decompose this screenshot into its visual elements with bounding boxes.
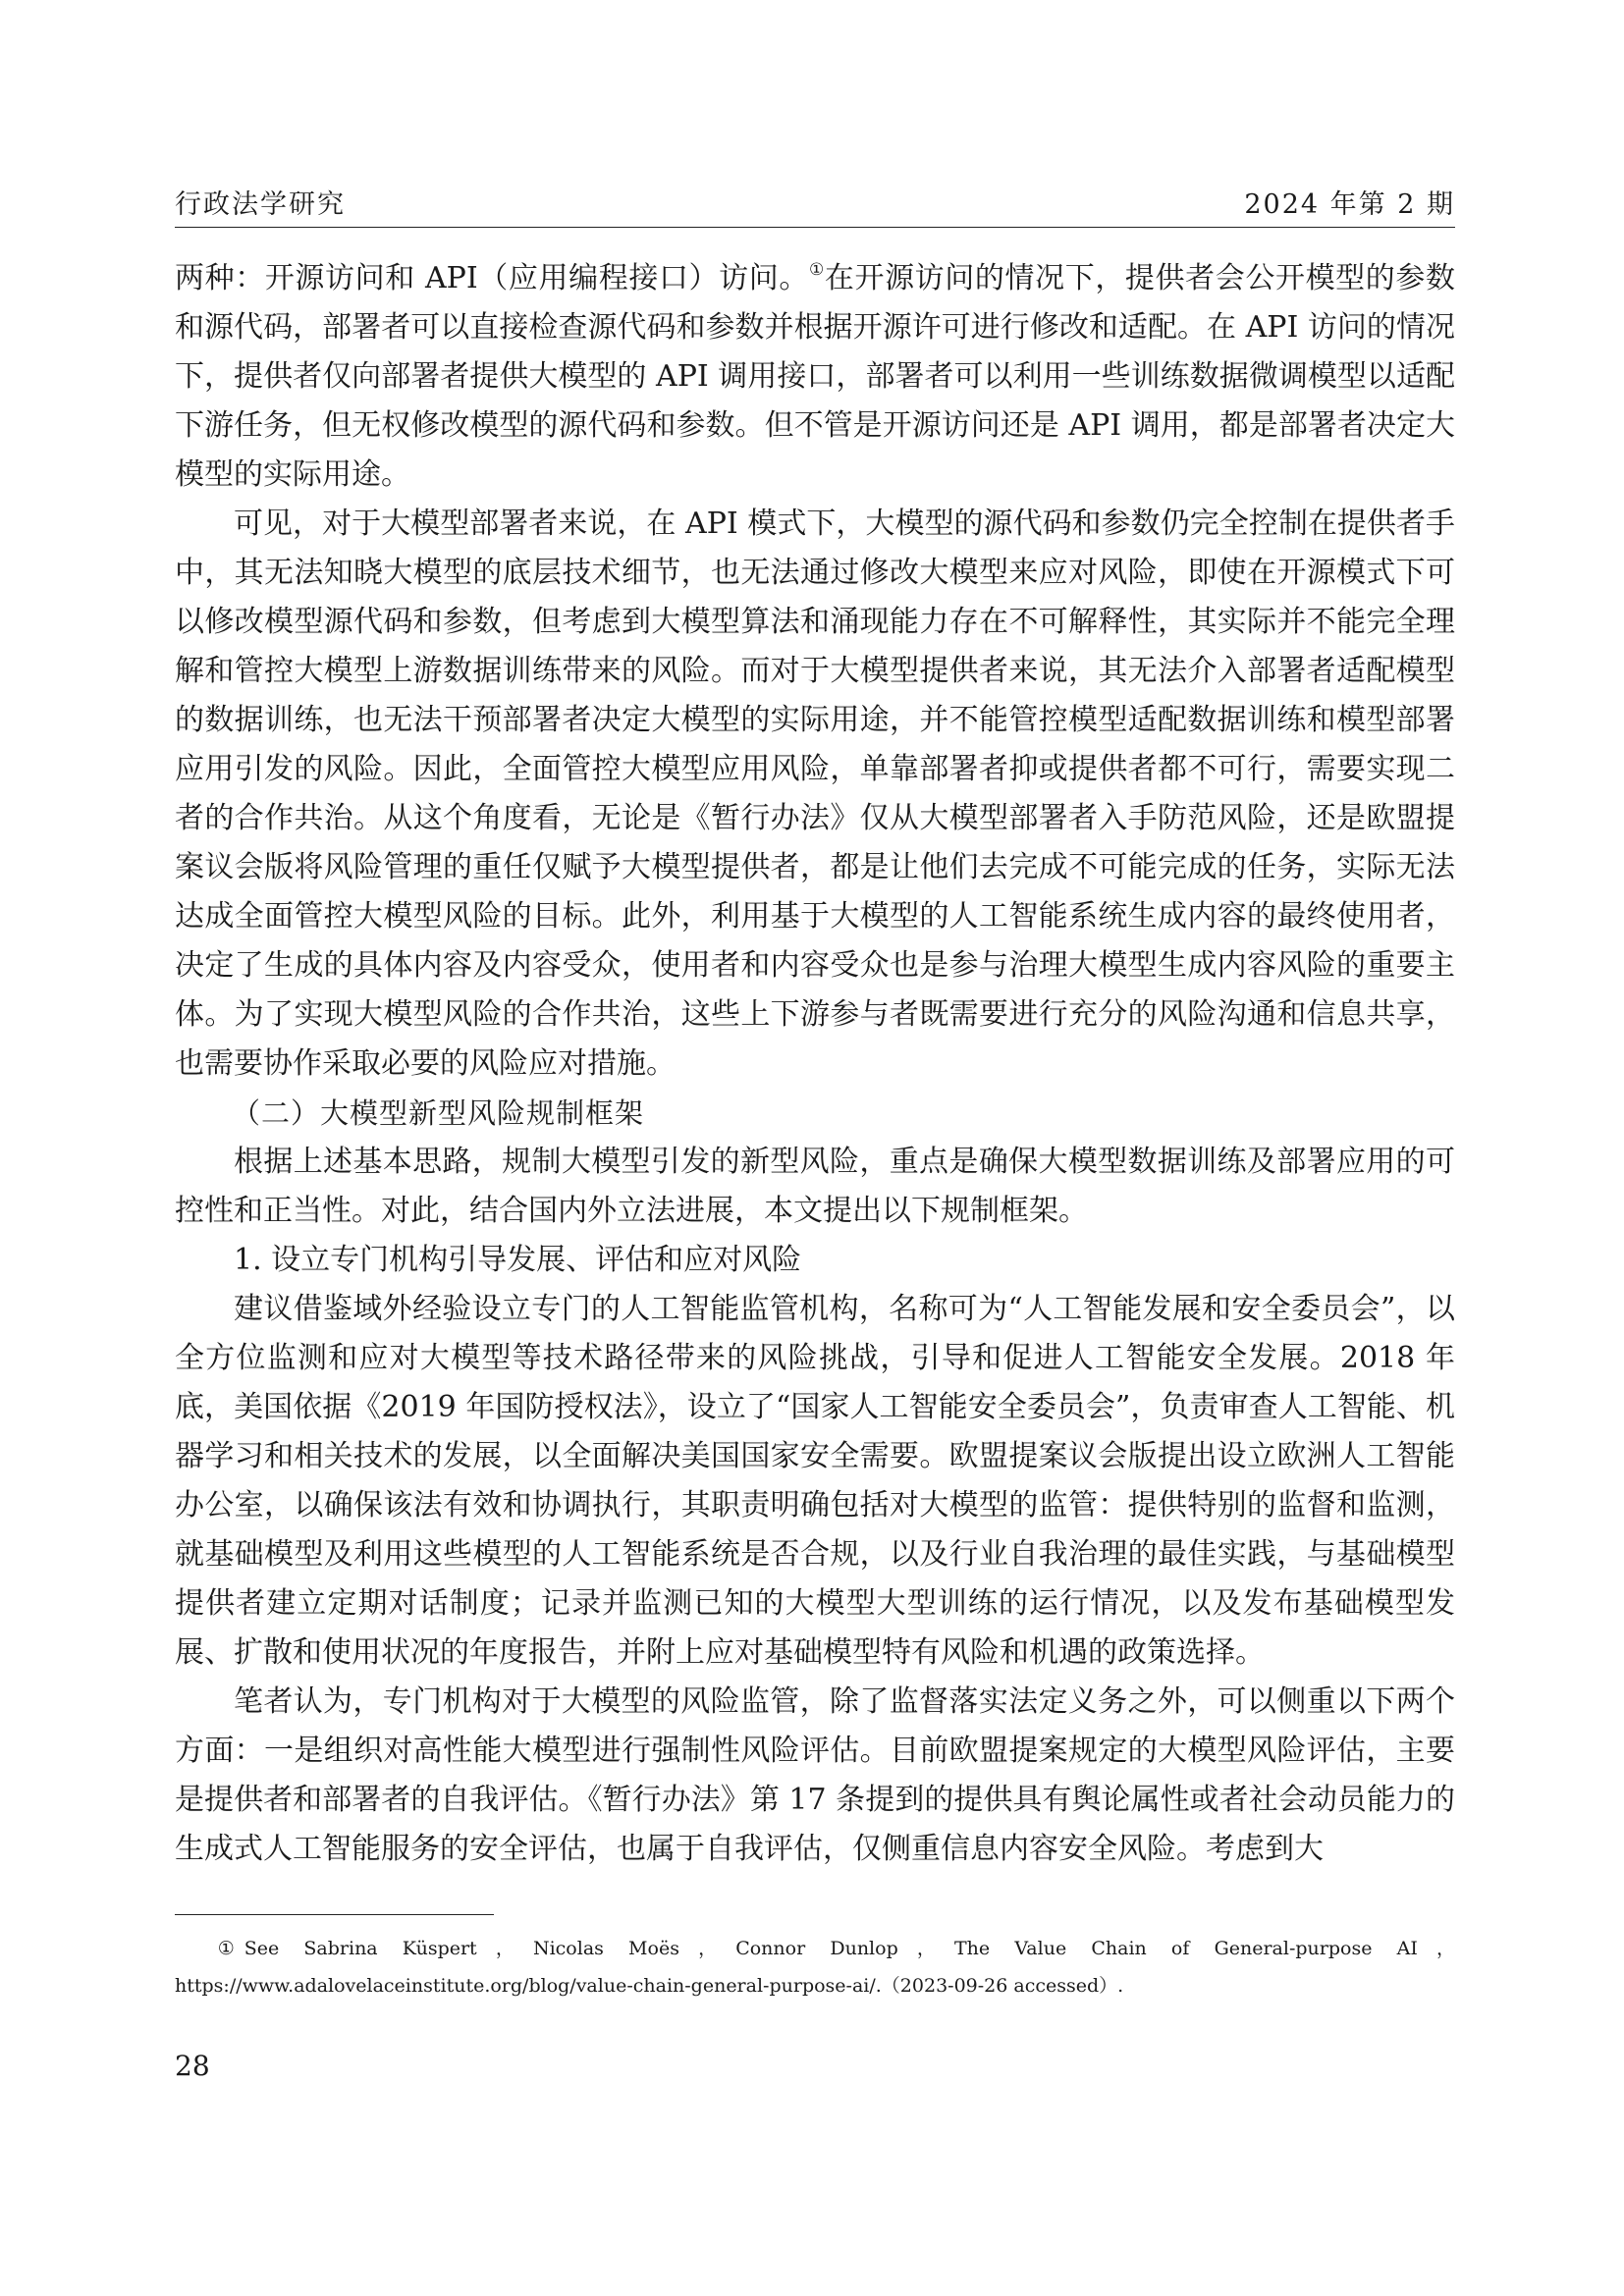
footnote-text: See Sabrina Küspert，Nicolas Moës，Connor Dunlop，The Value Chain of General-purpose AI，https://www.adalovelaceinstitute.org/blog/value-chain-general-purpose-ai/.（2023-09-26 accessed）. [175, 1938, 1455, 1997]
page-number: 28 [175, 2050, 210, 2082]
paragraph-5: 笔者认为，专门机构对于大模型的风险监管，除了监督落实法定义务之外，可以侧重以下两个方面：一是组织对高性能大模型进行强制性风险评估。目前欧盟提案规定的大模型风险评估，主要是提供者和部署者的自我评估。《暂行办法》第 17 条提到的提供具有舆论属性或者社会动员能力的生成式人工智能服务的安全评估，也属于自我评估，仅侧重信息内容安全风险。考虑到大 [175, 1683, 1455, 1866]
paragraph-4: 建议借鉴域外经验设立专门的人工智能监管机构，名称可为“人工智能发展和安全委员会”，以全方位监测和应对大模型等技术路径带来的风险挑战，引导和促进人工智能安全发展。2018 年底，美国依据《2019 年国防授权法》，设立了“国家人工智能安全委员会”，负责审查人工智能、机器学习和相关技术的发展，以全面解决美国国家安全需要。欧盟提案议会版提出设立欧洲人工智能办公室，以确保该法有效和协调执行，其职责明确包括对大模型的监管：提供特别的监督和监测，就基础模型及利用这些模型的人工智能系统是否合规，以及行业自我治理的最佳实践，与基础模型提供者建立定期对话制度；记录并监测已知的大模型大型训练的运行情况，以及发布基础模型发展、扩散和使用状况的年度报告，并附上应对基础模型特有风险和机遇的政策选择。 [175, 1291, 1455, 1670]
footnote-rule [175, 1914, 494, 1915]
paragraph-1-start: 两种：开源访问和 API（应用编程接口）访问。 [175, 260, 809, 295]
subsection-heading: 1. 设立专门机构引导发展、评估和应对风险 [234, 1242, 802, 1277]
article-body [175, 245, 1455, 1874]
header-rule [175, 227, 1455, 228]
paragraph-2: 可见，对于大模型部署者来说，在 API 模式下，大模型的源代码和参数仍完全控制在提供者手中，其无法知晓大模型的底层技术细节，也无法通过修改大模型来应对风险，即使在开源模式下可以修改模型源代码和参数，但考虑到大模型算法和涌现能力存在不可解释性，其实际并不能完全理解和管控大模型上游数据训练带来的风险。而对于大模型提供者来说，其无法介入部署者适配模型的数据训练，也无法干预部署者决定大模型的实际用途，并不能管控模型适配数据训练和模型部署应用引发的风险。因此，全面管控大模型应用风险，单靠部署者抑或提供者都不可行，需要实现二者的合作共治。从这个角度看，无论是《暂行办法》仅从大模型部署者入手防范风险，还是欧盟提案议会版将风险管理的重任仅赋予大模型提供者，都是让他们去完成不可能完成的任务，实际无法达成全面管控大模型风险的目标。此外，利用基于大模型的人工智能系统生成内容的最终使用者，决定了生成的具体内容及内容受众，使用者和内容受众也是参与治理大模型生成内容风险的重要主体。为了实现大模型风险的合作共治，这些上下游参与者既需要进行充分的风险沟通和信息共享，也需要协作采取必要的风险应对措施。 [175, 506, 1455, 1081]
journal-title: 行政法学研究 [175, 189, 346, 220]
section-heading: （二）大模型新型风险规制框架 [232, 1095, 645, 1130]
paragraph-1 [175, 245, 1455, 500]
footnote-reference[interactable]: ① [809, 260, 825, 280]
issue-label: 2024 年第 2 期 [1244, 189, 1455, 220]
footnote [175, 1930, 1455, 2004]
paragraph-3: 根据上述基本思路，规制大模型引发的新型风险，重点是确保大模型数据训练及部署应用的可控性和正当性。对此，结合国内外立法进展，本文提出以下规制框架。 [175, 1144, 1455, 1228]
footnote-mark: ① [217, 1938, 235, 1959]
running-header [175, 183, 1455, 221]
paragraph-1-rest: 在开源访问的情况下，提供者会公开模型的参数和源代码，部署者可以直接检查源代码和参数并根据开源许可进行修改和适配。在 API 访问的情况下，提供者仅向部署者提供大模型的 API 调用接口，部署者可以利用一些训练数据微调模型以适配下游任务，但无权修改模型的源代码和参数。但不管是开源访问还是 API 调用，都是部署者决定大模型的实际用途。 [175, 260, 1456, 492]
